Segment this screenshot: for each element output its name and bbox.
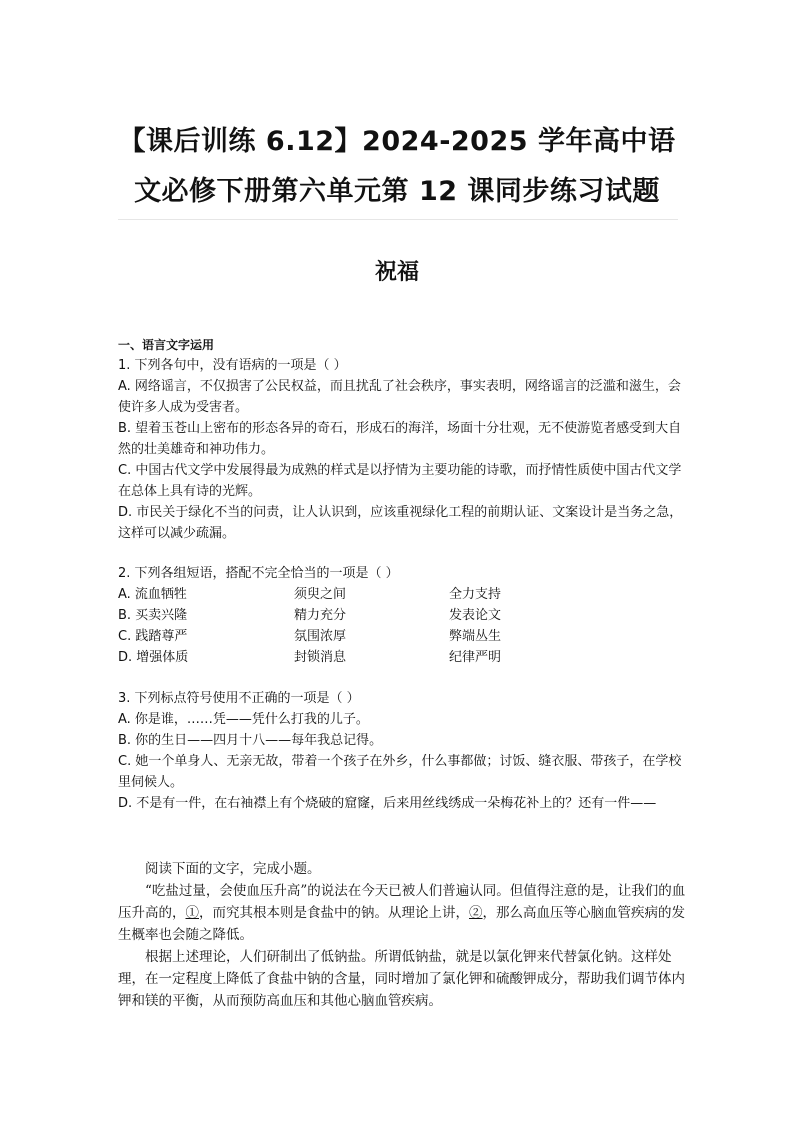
phrase-cell: 纪律严明 (449, 650, 502, 665)
blank-1: ① (185, 905, 199, 921)
phrase-cell: 全力支持 (449, 587, 502, 602)
phrase-cell: 弊端丛生 (449, 629, 502, 644)
option-d: D. 市民关于绿化不当的问责，让人认识到，应该重视绿化工程的前期认证、文案设计是当务之急，这样可以减少疏漏。 (118, 505, 683, 541)
phrase-cell: A. 流血牺牲 (118, 587, 187, 602)
question-stem: 3. 下列标点符号使用不正确的一项是（ ） (118, 691, 360, 706)
phrase-cell: 须臾之间 (294, 587, 347, 602)
option-a: A. 网络谣言，不仅损害了公民权益，而且扰乱了社会秩序，事实表明，网络谣言的泛滥和滋生，会使许多人成为受害者。 (118, 379, 681, 415)
question-stem: 2. 下列各组短语，搭配不完全恰当的一项是（ ） (118, 566, 399, 581)
phrase-cell: 封锁消息 (294, 650, 347, 665)
title-divider (118, 219, 678, 220)
reading-paragraph-2: 根据上述理论，人们研制出了低钠盐。所谓低钠盐，就是以氯化钾来代替氯化钠。这样处理，在一定程度上降低了食盐中钠的含量，同时增加了氯化钾和硫酸钾成分，帮助我们调节体内钾和镁的平衡，从而预防高血压和其他心脑血管疾病。 (118, 949, 685, 1009)
paragraph-text: ，那么高血压等心脑血管疾病的发生概率也会随之降低。 (118, 905, 685, 943)
question-stem: 1. 下列各句中，没有语病的一项是（ ） (118, 358, 347, 373)
phrase-cell: D. 增强体质 (118, 650, 189, 665)
phrase-cell: B. 买卖兴隆 (118, 608, 188, 623)
section-heading: 一、语言文字运用 (118, 338, 215, 352)
title-line-1: 【课后训练 6.12】2024-2025 学年高中语 (118, 126, 676, 157)
phrase-cell: 精力充分 (294, 608, 347, 623)
lesson-subtitle: 祝福 (374, 260, 419, 285)
paragraph-text: “吃盐过量，会使血压升高”的说法在今天已被人们普遍认同。但值得注意的是，让我们的血压升高的， (118, 883, 686, 921)
option-b: B. 望着玉苍山上密布的形态各异的奇石，形成石的海洋，场面十分壮观，无不使游览者感受到大自然的壮美雄奇和神功伟力。 (118, 421, 682, 457)
phrase-cell: 发表论文 (449, 608, 502, 623)
option-d: D. 不是有一件，在右袖襟上有个烧破的窟窿，后来用丝线绣成一朵梅花补上的？还有一件—— (118, 796, 657, 811)
option-c: C. 她一个单身人、无亲无故，带着一个孩子在外乡，什么事都做；讨饭、缝衣服、带孩子，在学校里伺候人。 (118, 754, 682, 790)
phrase-cell: C. 践踏尊严 (118, 629, 188, 644)
question-2 (118, 563, 688, 668)
phrase-grid (118, 584, 688, 668)
option-c: C. 中国古代文学中发展得最为成熟的样式是以抒情为主要功能的诗歌，而抒情性质使中国古代文学在总体上具有诗的光辉。 (118, 463, 682, 499)
document-title (100, 117, 694, 217)
option-b: B. 你的生日——四月十八——每年我总记得。 (118, 733, 383, 748)
phrase-cell: 氛围浓厚 (294, 629, 347, 644)
reading-intro: 阅读下面的文字，完成小题。 (145, 861, 321, 877)
paragraph-text: ，而究其根本则是食盐中的钠。从理论上讲， (199, 905, 469, 921)
option-a: A. 你是谁，……凭——凭什么打我的儿子。 (118, 712, 369, 727)
question-3 (118, 688, 688, 814)
title-line-2: 文必修下册第六单元第 12 课同步练习试题 (134, 176, 660, 207)
question-1 (118, 355, 688, 544)
reading-passage (118, 858, 690, 1012)
reading-paragraph-1 (118, 880, 690, 946)
blank-2: ② (469, 905, 483, 921)
